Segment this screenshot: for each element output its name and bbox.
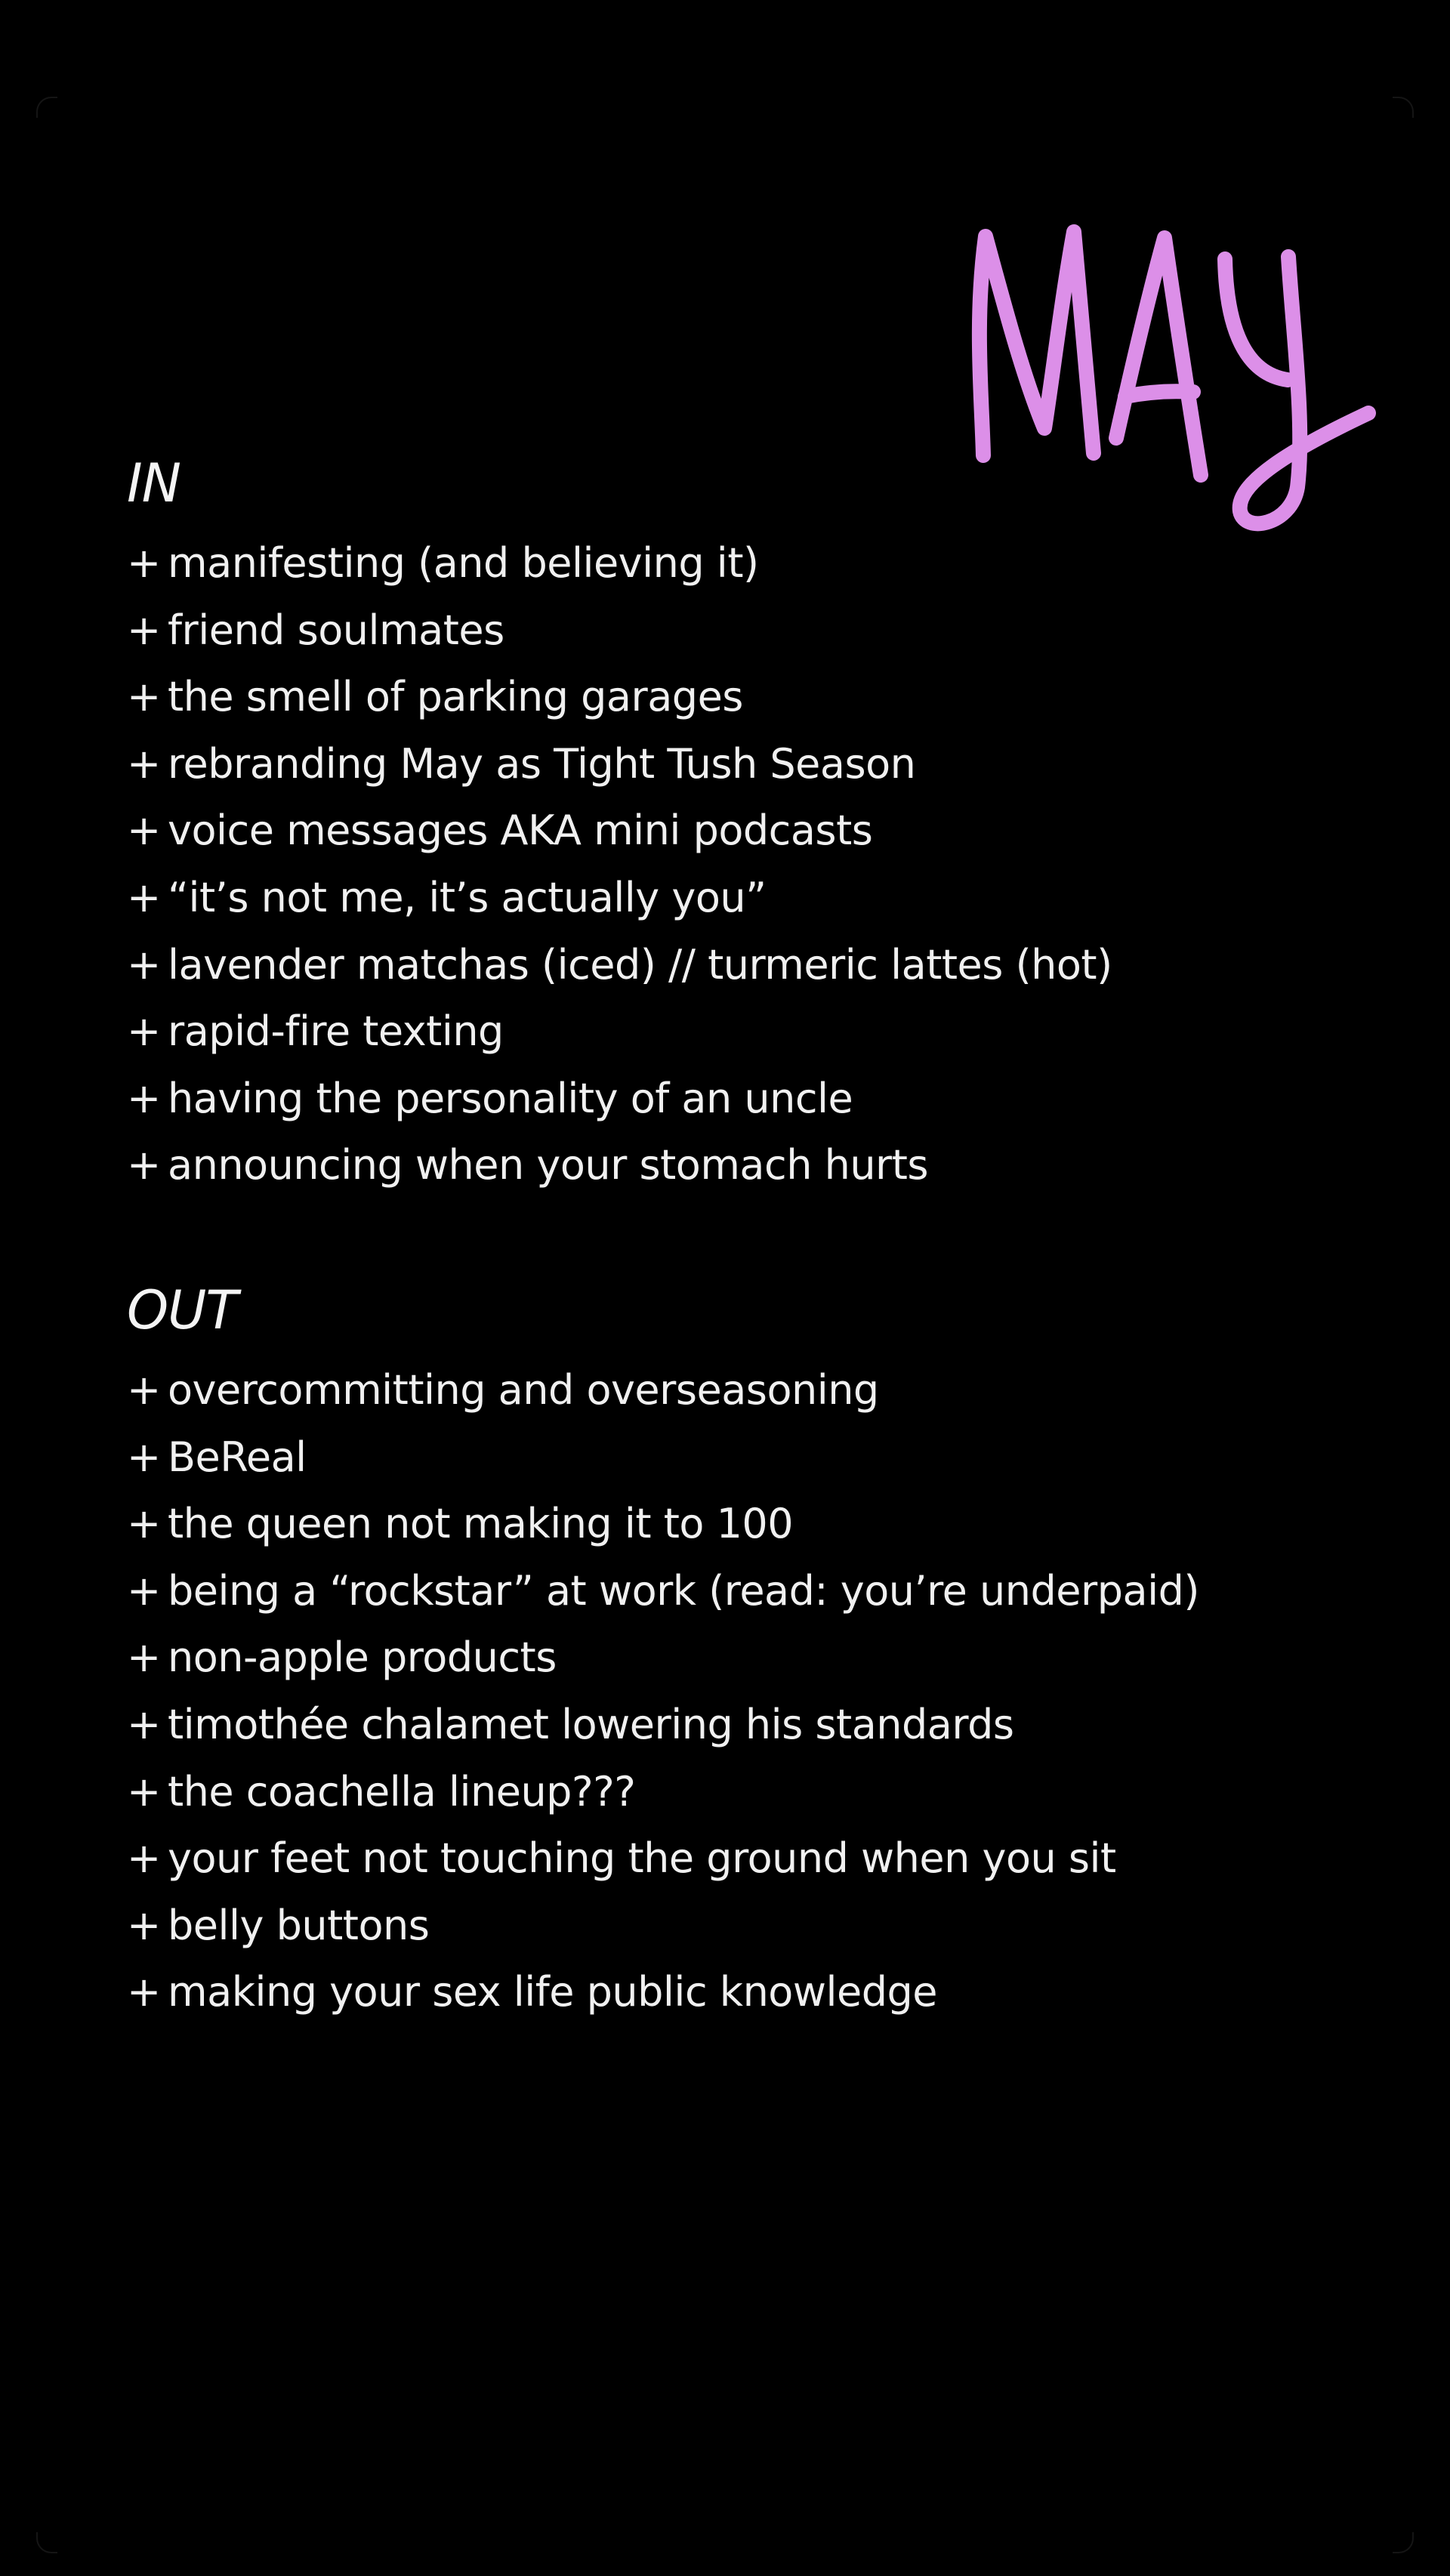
list-item [127,664,1335,731]
plus-bullet: + [127,1968,161,2016]
list-item [127,1825,1335,1893]
list-item-text: rebranding May as Tight Tush Season [168,739,916,788]
plus-bullet: + [127,1566,161,1615]
letter-m-stroke [980,232,1094,455]
list-item [127,1357,1335,1424]
out-section [127,1273,1335,2026]
list-item-text: having the personality of an uncle [168,1074,853,1122]
list-item [127,1132,1335,1199]
list-item [127,1558,1335,1625]
list-item [127,1491,1335,1558]
plus-bullet: + [127,1074,161,1122]
in-section [127,446,1335,1199]
list-item [127,597,1335,665]
plus-bullet: + [127,1767,161,1816]
plus-bullet: + [127,1700,161,1748]
plus-bullet: + [127,1834,161,1883]
list-item-text: voice messages AKA mini podcasts [168,807,873,855]
list-item-text: friend soulmates [168,606,504,654]
list-item-text: “it’s not me, it’s actually you” [168,873,767,921]
plus-bullet: + [127,940,161,989]
screen-corner-top-right [1393,97,1414,118]
list-item-text: the smell of parking garages [168,673,743,721]
screen-corner-top-left [36,97,57,118]
list-item-text: your feet not touching the ground when you sit [168,1834,1116,1883]
letter-a-stroke [1116,238,1201,475]
list-item-text: non-apple products [168,1634,557,1682]
list-item [127,1066,1335,1133]
month-title-text [0,0,1,1]
list-item [127,797,1335,865]
list-item [127,1424,1335,1492]
list-item [127,1959,1335,2026]
list-item [127,865,1335,932]
list-item [127,530,1335,597]
list-item-text: BeReal [168,1433,307,1481]
in-heading: IN [127,452,181,514]
list-item-text: being a “rockstar” at work (read: you’re underpaid) [168,1566,1199,1615]
list-item-text: announcing when your stomach hurts [168,1141,929,1189]
list-item-text: timothée chalamet lowering his standards [168,1700,1014,1748]
plus-bullet: + [127,539,161,587]
letter-a-crossbar [1125,391,1193,396]
list-item-text: rapid-fire texting [168,1007,504,1056]
screen-corner-bottom-left [36,2532,57,2553]
screen-corner-bottom-right [1393,2532,1414,2553]
plus-bullet: + [127,807,161,855]
plus-bullet: + [127,1901,161,1949]
plus-bullet: + [127,873,161,921]
list-item-text: the coachella lineup??? [168,1767,636,1816]
list-item-text: lavender matchas (iced) // turmeric lattes (hot) [168,940,1112,989]
plus-bullet: + [127,673,161,721]
list-item [127,1692,1335,1759]
plus-bullet: + [127,1500,161,1548]
plus-bullet: + [127,1433,161,1481]
list-item [127,1893,1335,1960]
plus-bullet: + [127,1007,161,1056]
list-item-text: making your sex life public knowledge [168,1968,937,2016]
out-heading: OUT [127,1279,238,1341]
list-item [127,731,1335,798]
plus-bullet: + [127,1141,161,1189]
list-item [127,1759,1335,1826]
letter-y-left-arm [1225,259,1288,380]
out-list [127,1357,1335,2026]
in-list [127,530,1335,1199]
plus-bullet: + [127,606,161,654]
plus-bullet: + [127,1634,161,1682]
list-item-text: the queen not making it to 100 [168,1500,794,1548]
list-item [127,998,1335,1066]
list-item-text: manifesting (and believing it) [168,539,759,587]
plus-bullet: + [127,1366,161,1414]
list-item-text: overcommitting and overseasoning [168,1366,879,1414]
list-item [127,1624,1335,1692]
list-item-text: belly buttons [168,1901,430,1949]
list-item [127,932,1335,999]
plus-bullet: + [127,739,161,788]
